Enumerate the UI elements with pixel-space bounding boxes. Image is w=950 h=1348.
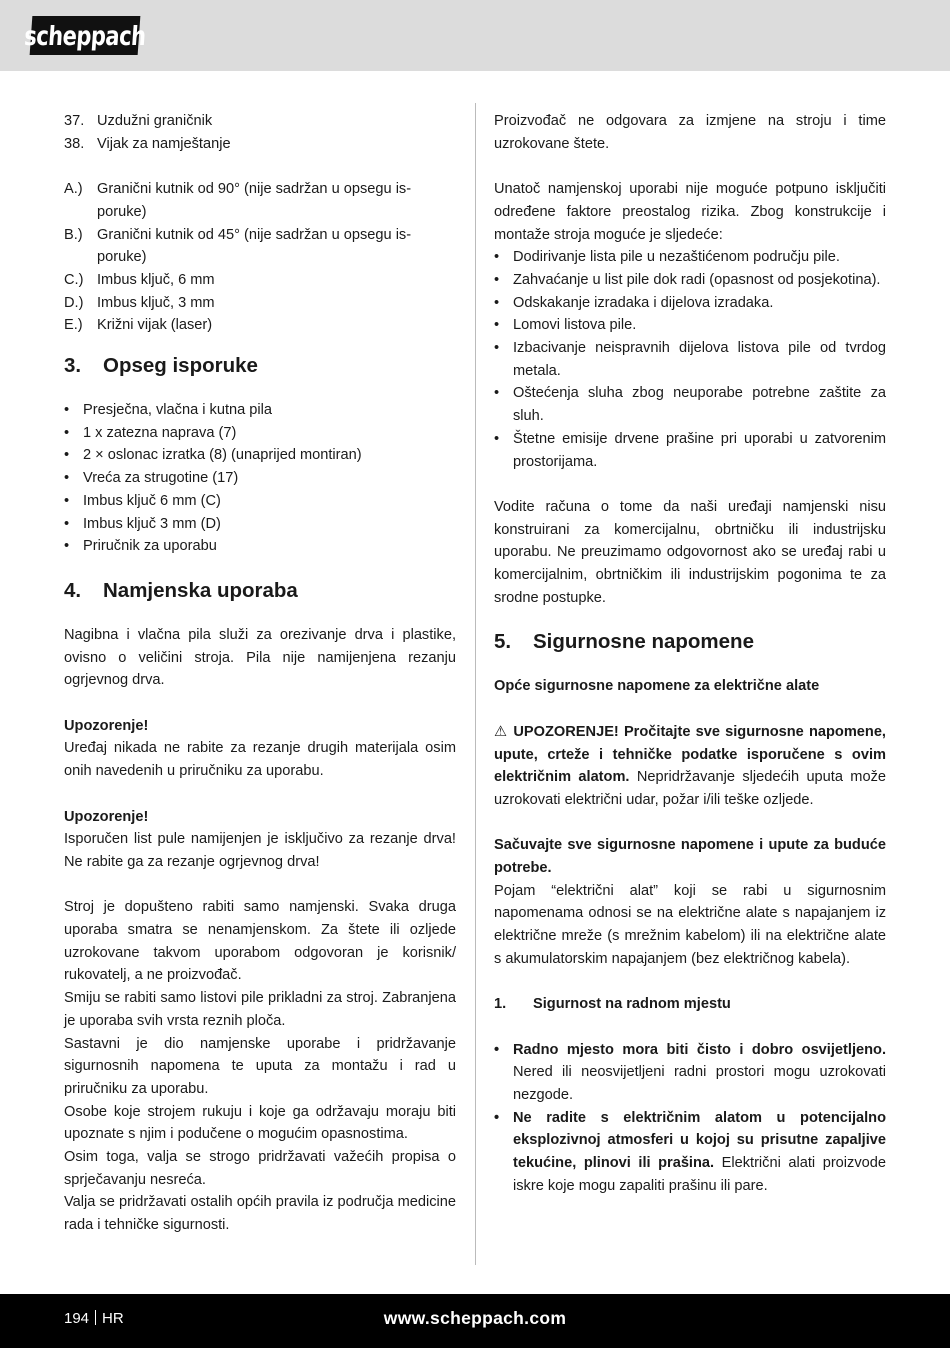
- accessory-item: B.) Granični kutnik od 45° (nije sadržan u opsegu is-poruke): [64, 226, 412, 266]
- section-heading-3: 3. Opseg isporuke: [64, 354, 258, 378]
- paragraph: Sastavni je dio namjenske uporabe i pridržavanje sigurnosnih napomena te uputa za montažu i rad u priručniku za uporabu.: [64, 1035, 456, 1097]
- scheppach-logo: scheppach: [30, 16, 141, 55]
- paragraph: Sačuvajte sve sigurnosne napomene i upute za buduće potrebe.: [494, 837, 886, 877]
- paragraph: Smiju se rabiti samo listovi pile prikladni za stroj. Zabranjena je uporaba svih vrsta reznih ploča.: [64, 990, 456, 1029]
- subsection-heading: 1. Sigurnost na radnom mjestu: [494, 996, 731, 1013]
- warning-paragraph: ⚠ UPOZORENJE! Pročitajte sve sigurnosne napomene, upute, crteže i tehničke podatke isporučene s ovim električnim alatom. Nepridržavanje sljedećih uputa može uzrokovati električni udar, požar i/ili teške ozljede.: [494, 723, 886, 808]
- website-url: www.scheppach.com: [383, 1308, 567, 1328]
- list-item: • Oštećenja sluha zbog neuporabe potrebne zaštite za sluh.: [494, 385, 886, 425]
- paragraph: Stroj je dopušteno rabiti samo namjenski. Svaka druga uporaba smatra se nenamjenskom. Za štete ili ozljede uzrokovane takvom uporabom odgovoran je korisnik/ rukovatelj, a ne proizvođač.: [64, 899, 456, 984]
- list-item: • Presječna, vlačna i kutna pila: [64, 402, 273, 419]
- accessory-item: E.) Križni vijak (laser): [64, 317, 213, 334]
- list-item: • Izbacivanje neispravnih dijelova listova pile od tvrdog metala.: [494, 340, 886, 379]
- list-item: • 2 × oslonac izratka (8) (unaprijed montiran): [64, 447, 362, 464]
- list-item: • Ne radite s električnim alatom u potencijalno eksplozivnoj atmosferi u kojoj su prisutne zapaljive tekućine, plinovi ili prašina. Električni alati proizvode iskre koje mogu zapaliti prašinu ili pare.: [494, 1109, 886, 1194]
- header-bar: [0, 0, 950, 71]
- list-item: • Štetne emisije drvene prašine pri uporabi u zatvorenim prostorijama.: [494, 430, 886, 470]
- right-column: [494, 110, 886, 1198]
- section-heading-4: 4. Namjenska uporaba: [64, 578, 298, 602]
- list-item: • 1 x zatezna naprava (7): [64, 424, 237, 441]
- list-item: • Odskakanje izradaka i dijelova izradaka.: [494, 294, 774, 311]
- list-item: • Dodirivanje lista pile u nezaštićenom području pile.: [494, 249, 840, 266]
- paragraph: Osim toga, valja se strogo pridržavati važećih propisa o sprječavanju nesreća.: [64, 1149, 456, 1188]
- list-item: • Radno mjesto mora biti čisto i dobro osvijetljeno. Nered ili neosvijetljeni radni prostori mogu uzrokovati nezgode.: [494, 1041, 886, 1104]
- list-item: • Priručnik za uporabu: [64, 538, 217, 555]
- paragraph: Vodite računa o tome da naši uređaji namjenski nisu konstruirani za komercijalnu, obrtničku ili industrijsku uporabu. Ne preuzimamo odgovornost ako se uređaj rabi u komercijalnim, obrtničkim ili industrijskim pogonima te za srodne postupke.: [494, 498, 886, 606]
- paragraph: Valja se pridržavati ostalih općih pravila iz područja medicine rada i tehničke sigurnosti.: [64, 1194, 456, 1234]
- paragraph: Unatoč namjenskoj uporabi nije moguće potpuno isključiti određene faktore preostalog rizika. Zbog konstrukcije i montaže stroja moguće je sljedeće:: [494, 181, 886, 243]
- paragraph: Uređaj nikada ne rabite za rezanje drugih materijala osim onih navedenih u priručniku za uporabu.: [64, 740, 456, 780]
- part-item: 37. Uzdužni graničnik: [64, 113, 213, 129]
- subheading: Opće sigurnosne napomene za električne alate: [494, 678, 820, 695]
- page-number: 194 HR: [64, 1310, 124, 1327]
- part-item: 38. Vijak za namještanje: [64, 135, 231, 152]
- list-item: • Imbus ključ 3 mm (D): [64, 515, 221, 532]
- accessory-item: C.) Imbus ključ, 6 mm: [64, 271, 215, 288]
- list-item: • Zahvaćanje u list pile dok radi (opasnost od posjekotina).: [494, 271, 881, 288]
- accessory-item: A.) Granični kutnik od 90° (nije sadržan u opsegu is-poruke): [64, 181, 412, 220]
- list-item: • Imbus ključ 6 mm (C): [64, 492, 221, 509]
- accessory-item: D.) Imbus ključ, 3 mm: [64, 294, 215, 311]
- list-item: • Vreća za strugotine (17): [64, 470, 239, 487]
- paragraph: Nagibna i vlačna pila služi za orezivanje drva i plastike, ovisno o veličini stroja. Pila nije namijenjena rezanju ogrjevnog drva.: [64, 626, 456, 689]
- warning-title: Upozorenje!: [64, 808, 149, 825]
- paragraph: Pojam “električni alat” koji se rabi u sigurnosnim napomenama odnosi se na električne alate s napajanjem iz električne mreže (s mrežnim kabelom) ili na električne alate s akumulatorskim napajanjem (bez električnog kabela).: [494, 882, 886, 967]
- column-divider: [475, 103, 476, 1265]
- section-heading-5: 5. Sigurnosne napomene: [494, 630, 754, 654]
- footer-bar: [0, 1294, 950, 1348]
- left-column: [64, 110, 456, 1237]
- paragraph: Isporučen list pule namijenjen je isključivo za rezanje drva! Ne rabite ga za rezanje ogrjevnog drva!: [64, 831, 456, 870]
- paragraph: Proizvođač ne odgovara za izmjene na stroju i time uzrokovane štete.: [494, 113, 886, 152]
- warning-title: Upozorenje!: [64, 717, 149, 734]
- paragraph: Osobe koje strojem rukuju i koje ga održavaju moraju biti upoznate s njim i podučene o mogućim opasnostima.: [64, 1103, 456, 1143]
- warning-icon: ⚠: [494, 723, 509, 740]
- list-item: • Lomovi listova pile.: [494, 317, 637, 334]
